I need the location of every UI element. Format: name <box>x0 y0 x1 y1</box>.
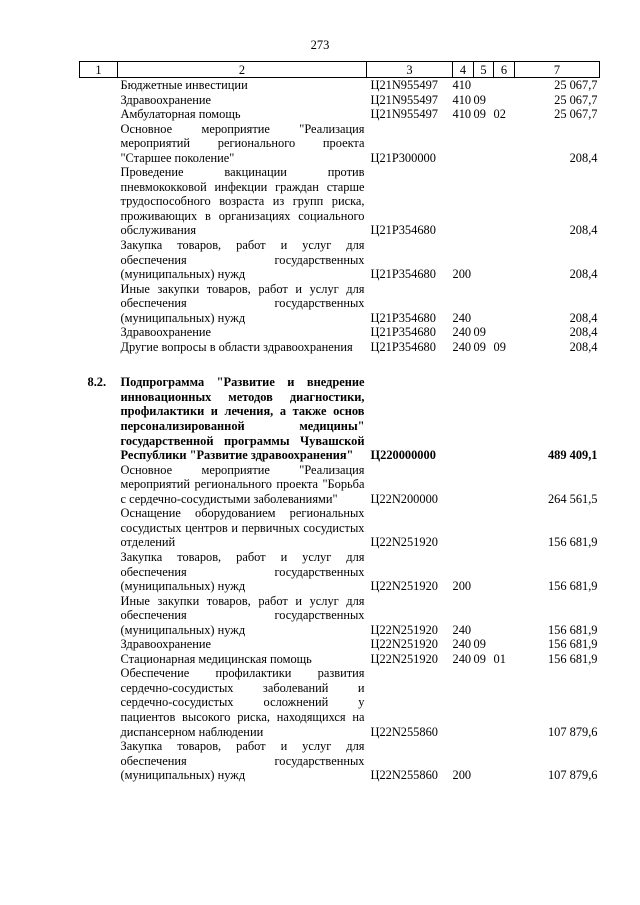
row-expense-type: 410 <box>452 92 472 107</box>
column-name-header: 2 <box>118 62 367 78</box>
row-subsection <box>494 165 515 238</box>
row-expense-type: 200 <box>452 267 472 282</box>
row-subsection <box>494 506 515 550</box>
row-amount: 208,4 <box>569 150 598 165</box>
table-row <box>80 122 600 166</box>
header-row <box>80 62 600 78</box>
row-section: 09 <box>473 637 486 652</box>
row-section <box>474 282 494 326</box>
row-target-code: Ц22N255860 <box>370 768 438 783</box>
row-target-code: Ц21N955497 <box>370 92 438 107</box>
row-expense-type <box>453 463 474 507</box>
row-expense-type <box>453 506 474 550</box>
spacer-cell <box>474 354 494 375</box>
row-section <box>474 238 494 282</box>
table-row <box>80 165 600 238</box>
row-subsection <box>494 594 515 638</box>
row-section <box>474 78 494 93</box>
row-number <box>80 637 118 652</box>
row-number <box>80 666 118 739</box>
row-amount: 156 681,9 <box>547 622 598 637</box>
row-name: Подпрограмма "Развитие и внедрение инновационных методов диагностики, профилактики и лечения, а также основ персонализированной медицины" государственной программы Чувашской Республики "Развитие здравоохранения" <box>120 375 365 463</box>
row-subsection <box>494 78 515 93</box>
row-amount: 25 067,7 <box>554 92 598 107</box>
row-name: Основное мероприятие "Реализация мероприятий регионального проекта "Старшее поколение" <box>120 121 365 165</box>
row-target-code: Ц22N251920 <box>370 637 438 652</box>
table-header <box>80 62 600 78</box>
row-target-code: Ц21N955497 <box>370 107 438 122</box>
row-amount: 107 879,6 <box>547 724 598 739</box>
row-expense-type: 240 <box>452 651 472 666</box>
row-section <box>474 165 494 238</box>
row-section <box>474 594 494 638</box>
row-section: 09 <box>473 651 486 666</box>
row-subsection <box>494 238 515 282</box>
row-name: Амбулаторная помощь <box>120 107 241 122</box>
row-target-code: Ц21P354680 <box>370 223 436 238</box>
row-subsection <box>494 666 515 739</box>
row-subsection <box>494 325 515 340</box>
table-row <box>80 463 600 507</box>
row-number <box>80 238 118 282</box>
row-number <box>80 93 118 108</box>
spacer-cell <box>515 354 600 375</box>
row-subsection: 02 <box>493 107 506 122</box>
row-name: Здравоохранение <box>120 637 212 652</box>
row-expense-type: 240 <box>452 637 472 652</box>
row-name: Иные закупки товаров, работ и услуг для обеспечения государственных (муниципальных) нужд <box>120 593 365 637</box>
row-subsection <box>494 375 515 462</box>
table-row <box>80 637 600 652</box>
row-number <box>80 739 118 783</box>
row-amount: 489 409,1 <box>547 448 598 463</box>
row-expense-type: 240 <box>452 339 472 354</box>
table-row <box>80 652 600 667</box>
row-section <box>474 666 494 739</box>
row-target-code: Ц22N251920 <box>370 535 438 550</box>
row-name: Закупка товаров, работ и услуг для обеспечения государственных (муниципальных) нужд <box>120 238 365 282</box>
column-expense-type-header: 4 <box>453 62 474 78</box>
row-section <box>474 375 494 462</box>
row-amount: 208,4 <box>569 310 598 325</box>
row-target-code: Ц22N251920 <box>370 622 438 637</box>
row-number <box>80 107 118 122</box>
row-amount: 208,4 <box>569 339 598 354</box>
row-expense-type <box>453 165 474 238</box>
row-amount: 156 681,9 <box>547 637 598 652</box>
row-target-code: Ц22N255860 <box>370 724 438 739</box>
row-amount: 107 879,6 <box>547 768 598 783</box>
row-target-code: Ц21N955497 <box>370 78 438 92</box>
row-section: 09 <box>473 107 486 122</box>
table-row <box>80 506 600 550</box>
row-expense-type <box>453 375 474 462</box>
row-amount: 264 561,5 <box>547 491 598 506</box>
row-number <box>80 165 118 238</box>
table-row <box>80 107 600 122</box>
table-body <box>80 78 600 783</box>
row-subsection: 09 <box>493 339 506 354</box>
row-name: Иные закупки товаров, работ и услуг для обеспечения государственных (муниципальных) нужд <box>120 281 365 325</box>
row-number <box>80 594 118 638</box>
table-row <box>80 340 600 355</box>
row-amount: 156 681,9 <box>547 651 598 666</box>
row-target-code: Ц22N200000 <box>370 491 438 506</box>
row-expense-type: 200 <box>452 579 472 594</box>
row-target-code: Ц220000000 <box>370 448 436 463</box>
row-name: Обеспечение профилактики развития сердечно-сосудистых заболеваний и сердечно-сосудистых осложнений у пациентов высокого риска, находящихся на диспансерном наблюдении <box>120 666 365 739</box>
row-target-code: Ц21P354680 <box>370 267 436 282</box>
row-number <box>80 325 118 340</box>
spacer-cell <box>118 354 367 375</box>
row-name: Бюджетные инвестиции <box>120 78 248 92</box>
row-target-code: Ц21P354680 <box>370 310 436 325</box>
row-expense-type <box>453 666 474 739</box>
row-expense-type: 200 <box>452 768 472 783</box>
column-code-header: 3 <box>367 62 453 78</box>
row-name: Основное мероприятие "Реализация мероприятий регионального проекта "Борьба с сердечно-сосудистыми заболеваниями" <box>120 462 365 506</box>
row-target-code: Ц21P354680 <box>370 339 436 354</box>
row-number: 8.2. <box>87 375 107 390</box>
spacer-row <box>80 354 600 375</box>
row-name: Стационарная медицинская помощь <box>120 651 312 666</box>
table-row <box>80 739 600 783</box>
row-name: Другие вопросы в области здравоохранения <box>120 339 353 354</box>
row-number <box>80 78 118 93</box>
row-expense-type: 240 <box>452 622 472 637</box>
table-row <box>80 282 600 326</box>
row-subsection <box>494 282 515 326</box>
row-subsection <box>494 739 515 783</box>
row-target-code: Ц21P300000 <box>370 150 436 165</box>
table-row <box>80 594 600 638</box>
spacer-cell <box>367 354 453 375</box>
table-row <box>80 375 600 462</box>
row-amount: 208,4 <box>569 267 598 282</box>
table-row <box>80 93 600 108</box>
row-number <box>80 122 118 166</box>
row-target-code: Ц22N251920 <box>370 651 438 666</box>
row-section <box>474 506 494 550</box>
row-amount: 156 681,9 <box>547 535 598 550</box>
page-number: 273 <box>310 38 330 52</box>
row-name: Оснащение оборудованием региональных сосудистых центров и первичных сосудистых отделений <box>120 506 365 550</box>
column-number-header: 1 <box>80 62 118 78</box>
row-amount: 208,4 <box>569 325 598 340</box>
row-expense-type <box>453 122 474 166</box>
row-subsection: 01 <box>493 651 506 666</box>
row-number <box>80 506 118 550</box>
table-row <box>80 238 600 282</box>
table-row <box>80 666 600 739</box>
row-name: Здравоохранение <box>120 92 212 107</box>
table-row <box>80 325 600 340</box>
row-name: Закупка товаров, работ и услуг для обеспечения государственных (муниципальных) нужд <box>120 549 365 594</box>
row-target-code: Ц21P354680 <box>370 325 436 340</box>
column-section-header: 5 <box>474 62 494 78</box>
row-amount: 156 681,9 <box>547 579 598 594</box>
table-row <box>80 550 600 594</box>
row-target-code: Ц22N251920 <box>370 579 438 594</box>
spacer-cell <box>453 354 474 375</box>
spacer-cell <box>80 354 118 375</box>
budget-table <box>79 61 600 783</box>
table-row <box>80 78 600 93</box>
row-name: Проведение вакцинации против пневмококковой инфекции граждан старше трудоспособного возраста из групп риска, проживающих в организациях социального обслуживания <box>120 165 365 238</box>
row-expense-type: 240 <box>452 310 472 325</box>
row-name: Закупка товаров, работ и услуг для обеспечения государственных (муниципальных) нужд <box>120 739 365 783</box>
row-section <box>474 463 494 507</box>
row-expense-type: 240 <box>452 325 472 340</box>
row-section <box>474 550 494 594</box>
row-subsection <box>494 122 515 166</box>
column-subsection-header: 6 <box>494 62 515 78</box>
column-amount-header: 7 <box>515 62 600 78</box>
row-subsection <box>494 637 515 652</box>
row-expense-type: 410 <box>452 107 472 122</box>
row-subsection <box>494 463 515 507</box>
row-section: 09 <box>473 325 486 340</box>
row-expense-type: 410 <box>452 78 472 92</box>
row-number <box>80 463 118 507</box>
spacer-cell <box>494 354 515 375</box>
row-section: 09 <box>473 339 486 354</box>
row-subsection <box>494 550 515 594</box>
row-section <box>474 739 494 783</box>
row-number <box>80 282 118 326</box>
row-amount: 208,4 <box>569 223 598 238</box>
row-amount: 25 067,7 <box>554 107 598 122</box>
budget-table-container <box>79 61 599 783</box>
row-number <box>80 652 118 667</box>
row-number <box>80 340 118 355</box>
row-subsection <box>494 93 515 108</box>
row-amount: 25 067,7 <box>554 78 598 92</box>
row-name: Здравоохранение <box>120 325 212 340</box>
row-section <box>474 122 494 166</box>
row-number <box>80 550 118 594</box>
row-section: 09 <box>473 92 486 107</box>
